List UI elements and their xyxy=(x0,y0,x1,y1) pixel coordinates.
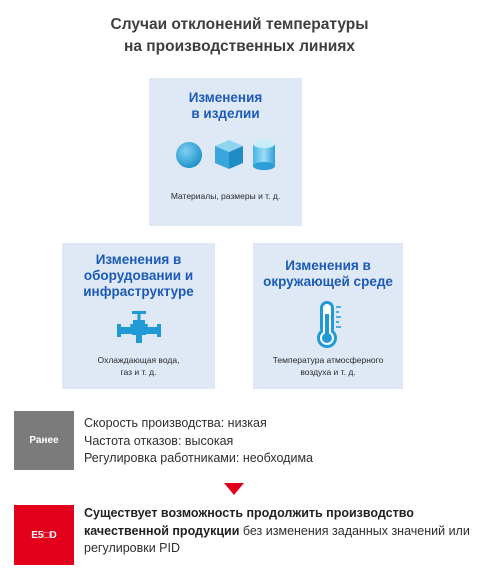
title-line-1: Случаи отклонений температуры xyxy=(110,16,369,33)
esd-result-bold: Существует возможность продолжить производство качественной продукции xyxy=(84,506,414,538)
diagram-title xyxy=(0,14,479,58)
title-line-2: на производственных линиях xyxy=(123,38,356,55)
before-item-speed: Скорость производства: низкая xyxy=(84,416,267,430)
before-badge: Ранее xyxy=(14,411,74,470)
before-item-adjust: Регулировка работниками: необходима xyxy=(84,451,313,465)
product-change-box xyxy=(149,78,302,226)
environment-change-box xyxy=(253,243,403,389)
environment-change-note: Температура атмосферного воздуха и т. д. xyxy=(272,355,384,377)
product-change-heading: Изменения в изделии xyxy=(188,90,263,121)
esd-result-text xyxy=(84,505,472,558)
down-arrow-icon xyxy=(224,483,244,495)
thermometer-icon xyxy=(253,298,403,350)
product-change-note: Материалы, размеры и т. д. xyxy=(170,191,281,201)
shapes-icon xyxy=(149,136,302,176)
equipment-change-note: Охлаждающая вода, газ и т. д. xyxy=(97,355,180,377)
valve-pipe-icon xyxy=(62,309,215,347)
before-item-failure: Частота отказов: высокая xyxy=(84,433,234,448)
before-list xyxy=(84,415,313,468)
equipment-change-heading: Изменения в оборудовании и инфраструктуре xyxy=(83,252,194,299)
environment-change-heading: Изменения в окружающей среде xyxy=(263,258,393,289)
esd-result-normal: без изменения заданных значений или регулировки PID xyxy=(84,523,470,555)
equipment-change-box xyxy=(62,243,215,389)
esd-badge: E5□D xyxy=(14,505,74,565)
